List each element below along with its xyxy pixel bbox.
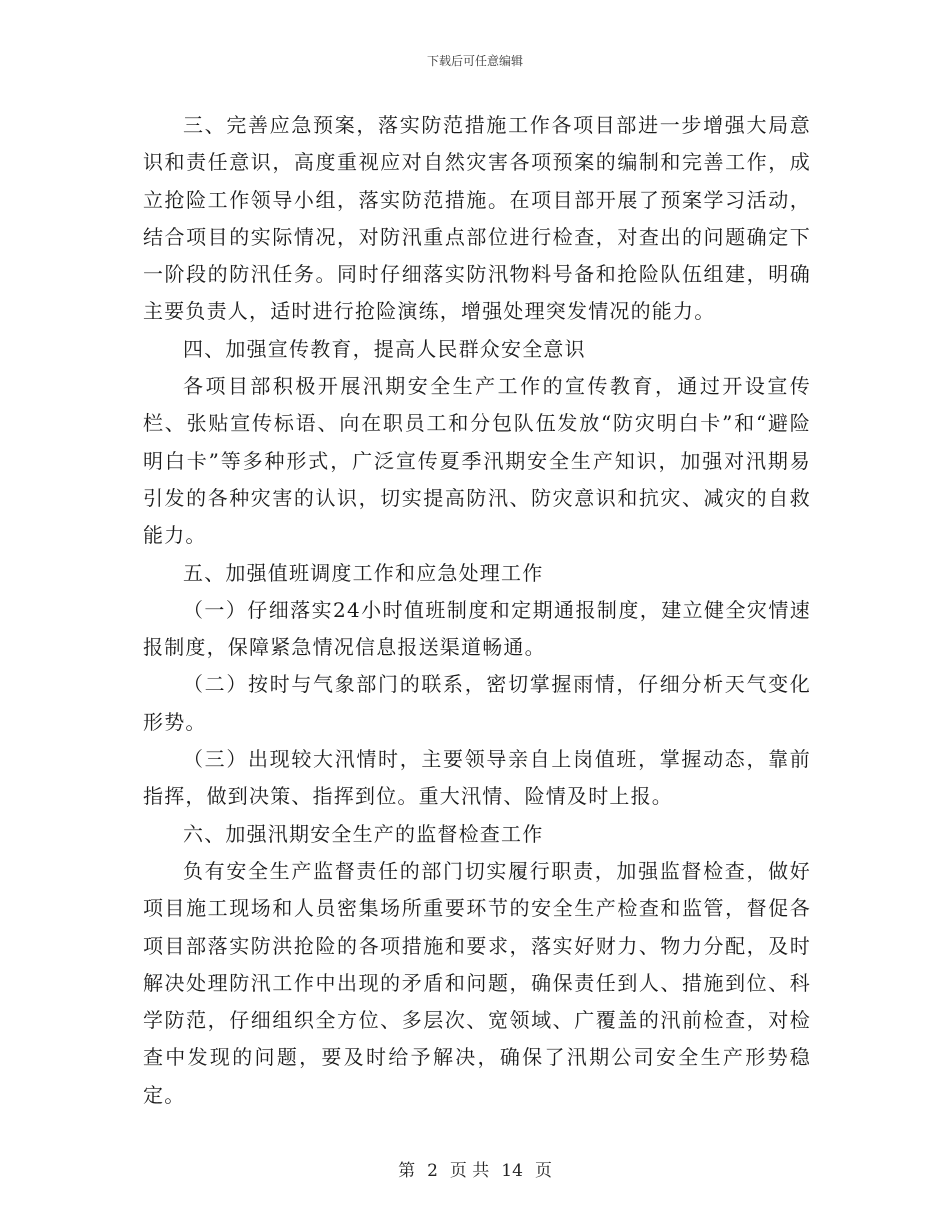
footer-middle: 页 共 [449, 1161, 490, 1181]
section-3-paragraph: 三、完善应急预案，落实防范措施工作各项目部进一步增强大局意识和责任意识，高度重视应对自然灾害各项预案的编制和完善工作，成立抢险工作领导小组，落实防范措施。在项目部开展了预案学习活动，结合项目的实际情况，对防汛重点部位进行检查，对查出的问题确定下一阶段的防汛任务。同时仔细落实防汛物料号备和抢险队伍组建，明确主要负责人，适时进行抢险演练，增强处理突发情况的能力。 [143, 113, 811, 324]
total-pages-number: 14 [501, 1161, 523, 1181]
current-page-number: 2 [427, 1161, 438, 1181]
document-body [143, 107, 811, 1114]
footer-suffix: 页 [534, 1161, 552, 1181]
section-5-item-1: （一）仔细落实24小时值班制度和定期通报制度，建立健全灾情速报制度，保障紧急情况信息报送渠道畅通。 [143, 597, 811, 660]
section-6-paragraph: 负有安全生产监督责任的部门切实履行职责，加强监督检查，做好项目施工现场和人员密集场所重要环节的安全生产检查和监管，督促各项目部落实防洪抢险的各项措施和要求，落实好财力、物力分配，及时解决处理防汛工作中出现的矛盾和问题，确保责任到人、措施到位、科学防范，仔细组织全方位、多层次、宽领域、广覆盖的汛前检查，对检查中发现的问题，要及时给予解决，确保了汛期公司安全生产形势稳定。 [143, 858, 811, 1107]
section-6-heading: 六、加强汛期安全生产的监督检查工作 [183, 821, 544, 846]
page-footer [0, 1156, 950, 1181]
section-5-item-3: （三）出现较大汛情时，主要领导亲自上岗值班，掌握动态，靠前指挥，做到决策、指挥到位。重大汛情、险情及时上报。 [143, 747, 811, 809]
page-header-note: 下载后可任意编辑 [426, 54, 523, 68]
section-4-heading: 四、加强宣传教育，提高人民群众安全意识 [183, 336, 586, 361]
section-5-heading: 五、加强值班调度工作和应急处理工作 [183, 560, 544, 585]
section-4-paragraph: 各项目部积极开展汛期安全生产工作的宣传教育，通过开设宣传栏、张贴宣传标语、向在职员工和分包队伍发放“防灾明白卡”和“避险明白卡”等多种形式，广泛宣传夏季汛期安全生产知识，加强对汛期易引发的各种灾害的认识，切实提高防汛、防灾意识和抗灾、减灾的自救能力。 [143, 374, 811, 548]
section-5-item-2: （二）按时与气象部门的联系，密切掌握雨情，仔细分析天气变化形势。 [143, 672, 811, 734]
footer-prefix: 第 [398, 1161, 416, 1181]
